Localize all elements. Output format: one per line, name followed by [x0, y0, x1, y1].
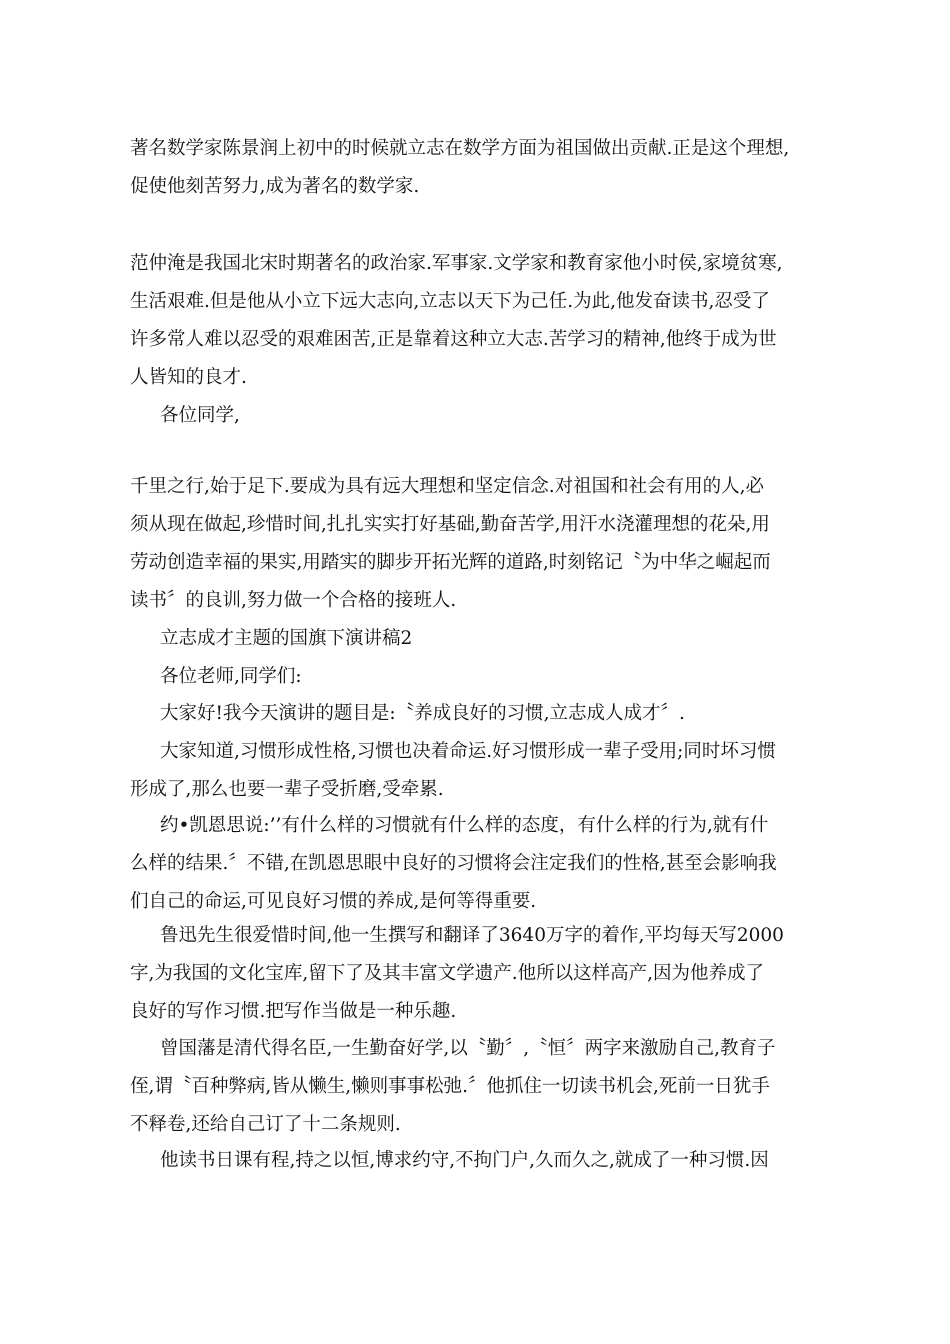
text-line: 约•凯恩思说:’’有什么样的习惯就有什么样的态度，有什么样的行为,就有什: [160, 815, 769, 836]
text-line: 人皆知的良才.: [130, 367, 247, 388]
text-line: 促使他刻苦努力,成为著名的数学家.: [130, 176, 420, 197]
text-line: 劳动创造幸福的果实,用踏实的脚步开拓光辉的道路,时刻铭记〝为中华之崛起而: [130, 552, 771, 573]
paragraph: [130, 468, 830, 620]
paragraph: [130, 130, 830, 206]
text-line: 们自己的命运,可见良好习惯的养成,是何等得重要.: [130, 891, 537, 912]
text-line: 须从现在做起,珍惜时间,扎扎实实打好基础,勤奋苦学,用汗水浇灌理想的花朵,用: [130, 514, 770, 535]
text-line: 形成了,那么也要一辈子受折磨,受牵累.: [130, 779, 444, 800]
paragraph: [130, 1030, 830, 1144]
text-line: 各位同学,: [160, 405, 240, 426]
text-line: 字,为我国的文化宝库,留下了及其丰富文学遗产.他所以这样高产,因为他养成了: [130, 963, 765, 984]
text-line: 大家知道,习惯形成性格,习惯也决着命运.好习惯形成一辈子受用;同时坏习惯: [160, 741, 776, 762]
text-line: 么样的结果.〞不错,在凯恩思眼中良好的习惯将会注定我们的性格,甚至会影响我: [130, 853, 777, 874]
paragraph: [130, 695, 830, 733]
paragraph: [130, 658, 830, 696]
paragraph: [130, 397, 830, 435]
text-line: 立志成才主题的国旗下演讲稿2: [160, 628, 413, 649]
text-line: 不释卷,还给自己订了十二条规则.: [130, 1114, 401, 1135]
text-line: 他读书日课有程,持之以恒,博求约守,不拘门户,久而久之,就成了一种习惯.因: [160, 1150, 769, 1171]
paragraph: [130, 1142, 830, 1180]
text-line: 良好的写作习惯.把写作当做是一种乐趣.: [130, 1001, 457, 1022]
text-line: 许多常人难以忍受的艰难困苦,正是靠着这种立大志.苦学习的精神,他终于成为世: [130, 329, 777, 350]
text-line: 曾国藩是清代得名臣,一生勤奋好学,以〝勤〞,〝恒〞两字来激励自己,教育子: [160, 1038, 776, 1059]
text-line: 著名数学家陈景润上初中的时候就立志在数学方面为祖国做出贡献.正是这个理想,: [130, 138, 790, 159]
paragraph: [130, 620, 830, 658]
text-line: 大家好!我今天演讲的题目是:〝养成良好的习惯,立志成人成才〞.: [160, 703, 685, 724]
text-line: 读书〞的良训,努力做一个合格的接班人.: [130, 590, 457, 611]
text-line: 生活艰难.但是他从小立下远大志向,立志以天下为己任.为此,他发奋读书,忍受了: [130, 291, 770, 312]
text-line: 侄,谓〝百种弊病,皆从懒生,懒则事事松弛.〞他抓住一切读书机会,死前一日犹手: [130, 1076, 770, 1097]
text-line: 各位老师,同学们:: [160, 666, 302, 687]
text-line: 范仲淹是我国北宋时期著名的政治家.军事家.文学家和教育家他小时侯,家境贫寒,: [130, 253, 783, 274]
paragraph: [130, 917, 830, 1031]
paragraph: [130, 807, 830, 921]
paragraph: [130, 733, 830, 809]
text-line: 鲁迅先生很爱惜时间,他一生撰写和翻译了3640万字的着作,平均每天写2000: [160, 925, 784, 946]
paragraph: [130, 245, 830, 397]
text-line: 千里之行,始于足下.要成为具有远大理想和坚定信念.对祖国和社会有用的人,必: [130, 476, 765, 497]
